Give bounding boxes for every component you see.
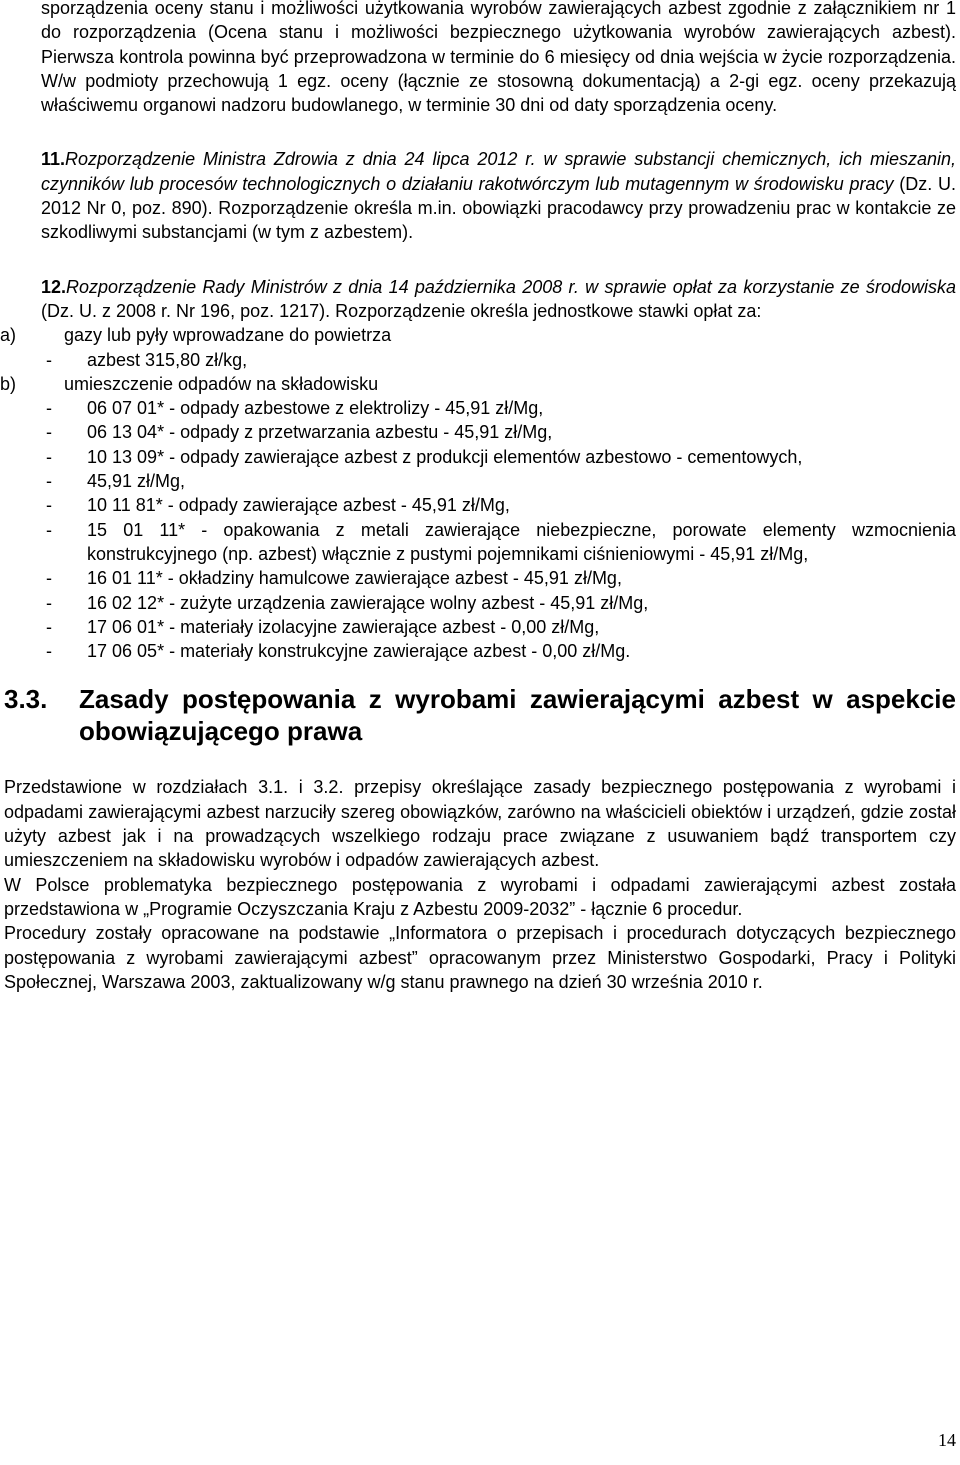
regulation-12-ref: (Dz. U. z 2008 r. Nr 196, poz. 1217). Rozporządzenie określa jednostkowe stawki opłat za:: [41, 300, 762, 321]
list-item: - 06 07 01* - odpady azbestowe z elektrolizy - 45,91 zł/Mg,: [46, 398, 544, 419]
fee-sublist-b: [23, 396, 956, 663]
regulation-12-text: [41, 275, 956, 324]
list-item: - 17 06 01* - materiały izolacyjne zawierające azbest - 0,00 zł/Mg,: [46, 616, 600, 637]
section-number: 3.3.: [4, 684, 48, 715]
fee-list-item-a: [0, 323, 956, 372]
regulation-11-title: Rozporządzenie Ministra Zdrowia z dnia 24 lipca 2012 r.: [65, 149, 536, 170]
regulation-11-title-rest: w sprawie substancji chemicznych, ich mieszanin, czynników lub procesów technologicznych o działaniu rakotwórczym lub mutagennym w środowisku pracy: [41, 149, 956, 194]
section-title: Zasady postępowania z wyrobami zawierającymi azbest w aspekcie obowiązującego prawa: [79, 684, 956, 747]
body-paragraph: W Polsce problematyka bezpiecznego postępowania z wyrobami i odpadami zawierającymi azbest została przedstawiona w „Programie Oczyszczania Kraju z Azbestu 2009-2032” - łącznie 6 procedur.: [4, 874, 956, 919]
regulation-11-text: [41, 147, 956, 244]
regulation-12-title: Rozporządzenie Rady Ministrów z dnia 14 października 2008 r.: [66, 276, 579, 297]
fee-list-item-b: [0, 372, 956, 664]
intro-paragraph: [41, 0, 956, 117]
body-paragraphs: [4, 775, 956, 994]
list-marker: a): [0, 325, 17, 346]
list-item: - 15 01 11* - opakowania z metali zawierające niebezpieczne, porowate elementy wzmocnienia konstrukcyjnego (np. azbest) włącznie z pustymi pojemnikami ciśnieniowymi - 45,91 zł/Mg,: [46, 519, 956, 564]
list-item: - 16 02 12* - zużyte urządzenia zawierające wolny azbest - 45,91 zł/Mg,: [46, 592, 649, 613]
regulation-12-title-rest: w sprawie opłat za korzystanie ze środowiska: [578, 276, 956, 297]
page-number: 14: [938, 1430, 956, 1450]
fee-sublist-a: [23, 348, 956, 372]
regulation-11-ref: (Dz. U. 2012 Nr 0, poz. 890). Rozporządzenie określa m.in. obowiązki pracodawcy przy prowadzeniu prac w kontakcie ze szkodliwymi substancjami (w tym z azbestem).: [41, 173, 956, 243]
regulation-item-11: [41, 147, 956, 244]
body-paragraph: Przedstawione w rozdziałach 3.1. i 3.2. przepisy określające zasady bezpiecznego postępowania z wyrobami i odpadami zawierającymi azbest narzuciły szereg obowiązków, zarówno na właścicieli obiektów i urządzeń, gdzie został użyty azbest jak i na prowadzących wszelkiego rodzaju prace związane z usuwaniem bądź transportem czy umieszczeniem na składowisku wyrobów i odpadów zawierających azbest.: [4, 777, 956, 871]
list-marker: b): [0, 373, 17, 394]
list-item: - 10 11 81* - odpady zawierające azbest - 45,91 zł/Mg,: [46, 495, 510, 516]
body-paragraph: Procedury zostały opracowane na podstawie „Informatora o przepisach i procedurach dotyczących bezpiecznego postępowania z wyrobami zawierającymi azbest” opracowanym przez Ministerstwo Gospodarki, Pracy i Polityki Społecznej, Warszawa 2003, zaktualizowany w/g stanu prawnego na dzień 30 września 2010 r.: [4, 923, 956, 992]
intro-text: sporządzenia oceny stanu i możliwości użytkowania wyrobów zawierających azbest zgodnie z załącznikiem nr 1 do rozporządzenia (Ocena stanu i możliwości bezpiecznego użytkowania wyrobów zawierających azbest). Pierwsza kontrola powinna być przeprowadzona w terminie do 6 miesięcy od dnia wejścia w życie rozporządzenia. W/w podmioty przechowują 1 egz. oceny (łącznie ze stosowną dokumentacją) a 2-gi egz. oceny przekazują właściwemu organowi nadzoru budowlanego, w terminie 30 dni od daty sporządzenia oceny.: [41, 0, 956, 116]
list-item: - 45,91 zł/Mg,: [46, 471, 186, 492]
fee-category-label: umieszczenie odpadów na składowisku: [64, 373, 379, 394]
list-item: - 10 13 09* - odpady zawierające azbest z produkcji elementów azbestowo - cementowych,: [46, 446, 803, 467]
list-item: - 06 13 04* - odpady z przetwarzania azbestu - 45,91 zł/Mg,: [46, 422, 553, 443]
list-item: - 16 01 11* - okładziny hamulcowe zawierające azbest - 45,91 zł/Mg,: [46, 568, 622, 589]
list-item: - azbest 315,80 zł/kg,: [46, 349, 248, 370]
regulation-item-12: [0, 275, 956, 664]
regulation-11-number: 11.: [41, 149, 66, 170]
fee-list: [0, 323, 956, 663]
fee-category-label: gazy lub pyły wprowadzane do powietrza: [64, 325, 392, 346]
regulation-12-number: 12.: [41, 276, 67, 297]
list-item: - 17 06 05* - materiały konstrukcyjne zawierające azbest - 0,00 zł/Mg.: [46, 641, 631, 662]
section-heading: [4, 683, 956, 747]
